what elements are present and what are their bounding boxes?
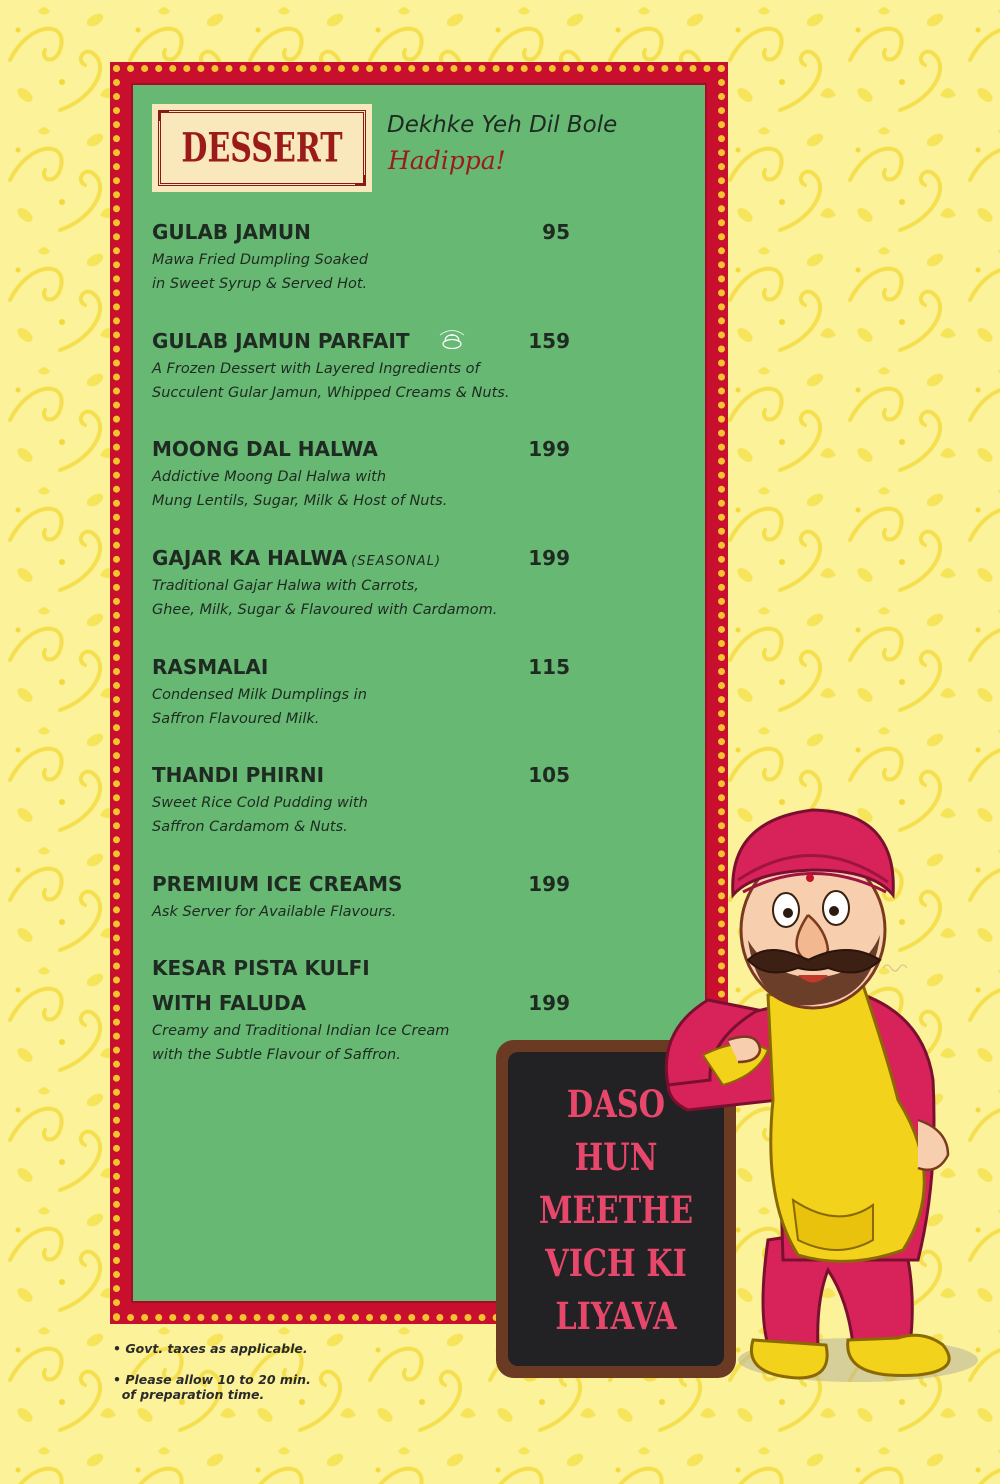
item-description: Sweet Rice Cold Pudding with — [152, 795, 368, 811]
board-line: VICH KI — [545, 1241, 687, 1285]
item-price: 105 — [528, 763, 570, 787]
section-title: DESSERT — [181, 124, 343, 172]
item-description: Mung Lentils, Sugar, Milk & Host of Nuts. — [152, 493, 448, 509]
menu-item — [152, 329, 572, 405]
item-price: 115 — [528, 655, 570, 679]
board-line: HUN — [574, 1135, 658, 1179]
chef-mascot-illustration — [648, 800, 1000, 1390]
item-name: RASMALAI — [152, 655, 269, 679]
chef-special-seal-icon — [434, 327, 470, 353]
menu-item — [152, 220, 572, 296]
item-description: Creamy and Traditional Indian Ice Cream — [152, 1023, 450, 1039]
item-price: 199 — [528, 437, 570, 461]
board-line: LIYAVA — [555, 1294, 677, 1338]
menu-item — [152, 872, 572, 924]
board-line: DASO — [566, 1082, 666, 1126]
item-name: THANDI PHIRNI — [152, 763, 325, 787]
item-description: Mawa Fried Dumpling Soaked — [152, 252, 369, 268]
board-line: MEETHE — [538, 1188, 694, 1232]
item-description: Ask Server for Available Flavours. — [152, 904, 397, 920]
item-price: 95 — [542, 220, 570, 244]
menu-item — [152, 546, 572, 622]
item-name — [152, 546, 441, 570]
item-name: MOONG DAL HALWA — [152, 437, 378, 461]
item-name: KESAR PISTA KULFI — [152, 956, 370, 980]
item-name: PREMIUM ICE CREAMS — [152, 872, 403, 896]
item-name: GULAB JAMUN PARFAIT — [152, 329, 410, 353]
item-description: Condensed Milk Dumplings in — [152, 687, 367, 703]
item-price: 199 — [528, 991, 570, 1015]
footnote-taxes: • Govt. taxes as applicable. — [113, 1341, 308, 1356]
item-description: in Sweet Syrup & Served Hot. — [152, 276, 368, 292]
item-price: 199 — [528, 872, 570, 896]
item-name: WITH FALUDA — [152, 991, 307, 1015]
item-description: Ghee, Milk, Sugar & Flavoured with Cardamom. — [152, 602, 498, 618]
section-badge — [152, 104, 372, 192]
item-description: Addictive Moong Dal Halwa with — [152, 469, 387, 485]
footnote-prep-time: • Please allow 10 to 20 min. — [113, 1372, 311, 1387]
item-name: GULAB JAMUN — [152, 220, 311, 244]
menu-item — [152, 437, 572, 513]
menu-item — [152, 655, 572, 731]
tagline-line1: Dekhke Yeh Dil Bole — [387, 112, 618, 138]
item-description: Saffron Cardamom & Nuts. — [152, 819, 348, 835]
tagline-line2: Hadippa! — [388, 146, 506, 175]
item-name-text: GAJAR KA HALWA — [152, 546, 348, 570]
item-price: 199 — [528, 546, 570, 570]
item-description: Succulent Gular Jamun, Whipped Creams & Nuts. — [152, 385, 510, 401]
menu-item — [152, 763, 572, 839]
item-description: Traditional Gajar Halwa with Carrots, — [152, 578, 419, 594]
item-description: A Frozen Dessert with Layered Ingredients of — [152, 361, 480, 377]
footnote-prep-time-cont: of preparation time. — [113, 1387, 265, 1402]
item-note: (SEASONAL) — [351, 554, 442, 569]
item-description: Saffron Flavoured Milk. — [152, 711, 320, 727]
item-description: with the Subtle Flavour of Saffron. — [152, 1047, 401, 1063]
item-price: 159 — [528, 329, 570, 353]
